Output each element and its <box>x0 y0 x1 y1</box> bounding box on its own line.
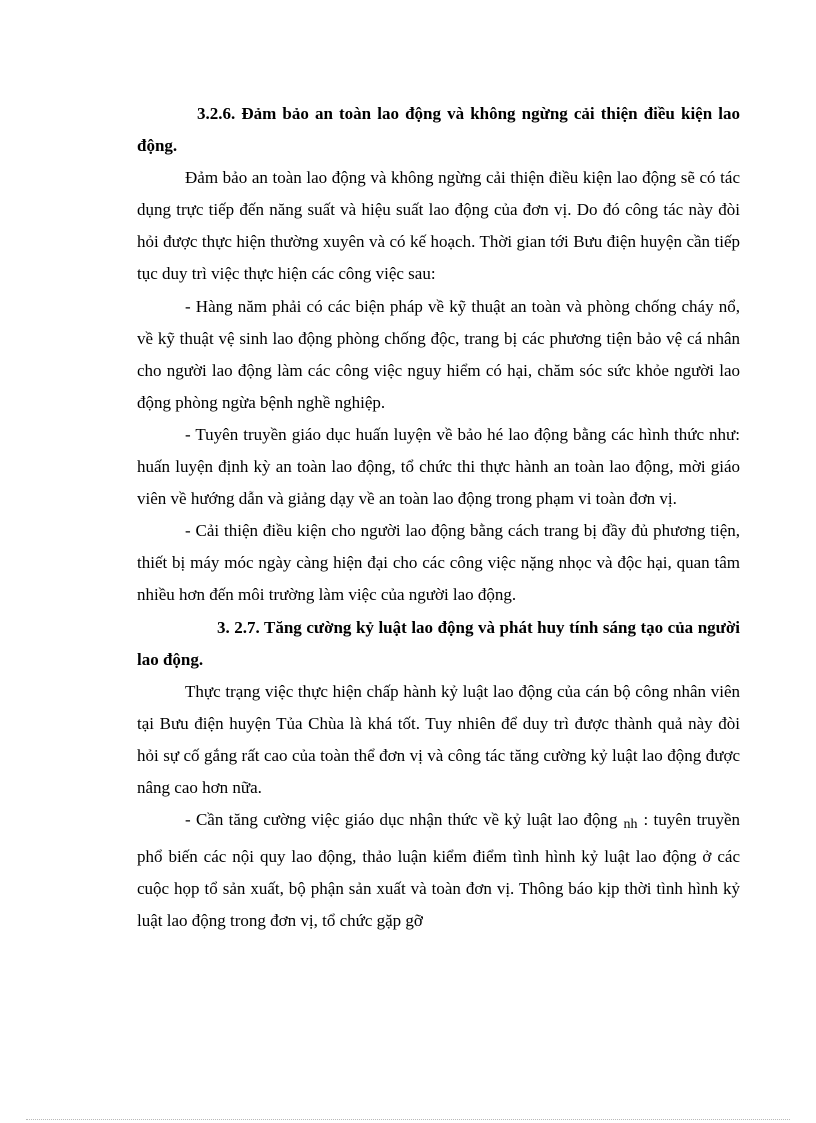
section-3-2-7-paragraph-2 <box>137 804 740 937</box>
document-body <box>137 98 740 937</box>
page-bottom-dotted-divider <box>26 1119 790 1120</box>
section-3-2-7-paragraph-1: Thực trạng việc thực hiện chấp hành kỷ luật lao động của cán bộ công nhân viên tại Bưu điện huyện Tủa Chùa là khá tốt. Tuy nhiên để duy trì được thành quả này đòi hỏi sự cố gắng rất cao của toàn thể đơn vị và công tác tăng cường kỷ luật lao động được nâng cao hơn nữa. <box>137 681 740 797</box>
section-3-2-6-paragraph-2: - Hàng năm phải có các biện pháp về kỹ thuật an toàn và phòng chống cháy nổ, về kỹ thuật vệ sinh lao động phòng chống độc, trang bị các phương tiện bảo vệ cá nhân cho người lao động làm các công việc nguy hiểm có hại, chăm sóc sức khỏe người lao động phòng ngừa bệnh nghề nghiệp. <box>137 296 740 412</box>
section-3-2-6-paragraph-4: - Cải thiện điều kiện cho người lao động bằng cách trang bị đầy đủ phương tiện, thiết bị máy móc ngày càng hiện đại cho các công việc nặng nhọc và độc hại, quan tâm nhiều hơn đến môi trường làm việc của người lao động. <box>137 521 740 605</box>
section-3-2-6-heading: 3.2.6. Đảm bảo an toàn lao động và không ngừng cải thiện điều kiện lao động. <box>137 104 740 156</box>
inline-subscript-text: nh <box>623 817 638 833</box>
paragraph-text-start: - Cần tăng cường việc giáo dục nhận thức về kỷ luật lao động <box>185 810 618 830</box>
section-3-2-7-heading: 3. 2.7. Tăng cường kỷ luật lao động và phát huy tính sáng tạo của người lao động. <box>137 617 740 669</box>
paragraph-text-end: : tuyên truyền phổ biến các nội quy lao động, thảo luận kiểm điểm tình hình kỷ luật lao động ở các cuộc họp tổ sản xuất, bộ phận sản xuất và toàn đơn vị. Thông báo kịp thời tình hình kỷ luật lao động trong đơn vị, tổ chức gặp gỡ <box>137 810 740 931</box>
section-3-2-6-paragraph-3: - Tuyên truyền giáo dục huấn luyện về bảo hé lao động bằng các hình thức như: huấn luyện định kỳ an toàn lao động, tổ chức thi thực hành an toàn lao động, mời giáo viên về hướng dẫn và giảng dạy về an toàn lao động trong phạm vi toàn đơn vị. <box>137 424 740 509</box>
section-3-2-6-paragraph-1: Đảm bảo an toàn lao động và không ngừng cải thiện điều kiện lao động sẽ có tác dụng trực tiếp đến năng suất và hiệu suất lao động của đơn vị. Do đó công tác này đòi hỏi được thực hiện thường xuyên và có kế hoạch. Thời gian tới Bưu điện huyện cần tiếp tục duy trì việc thực hiện các công việc sau: <box>137 168 740 284</box>
